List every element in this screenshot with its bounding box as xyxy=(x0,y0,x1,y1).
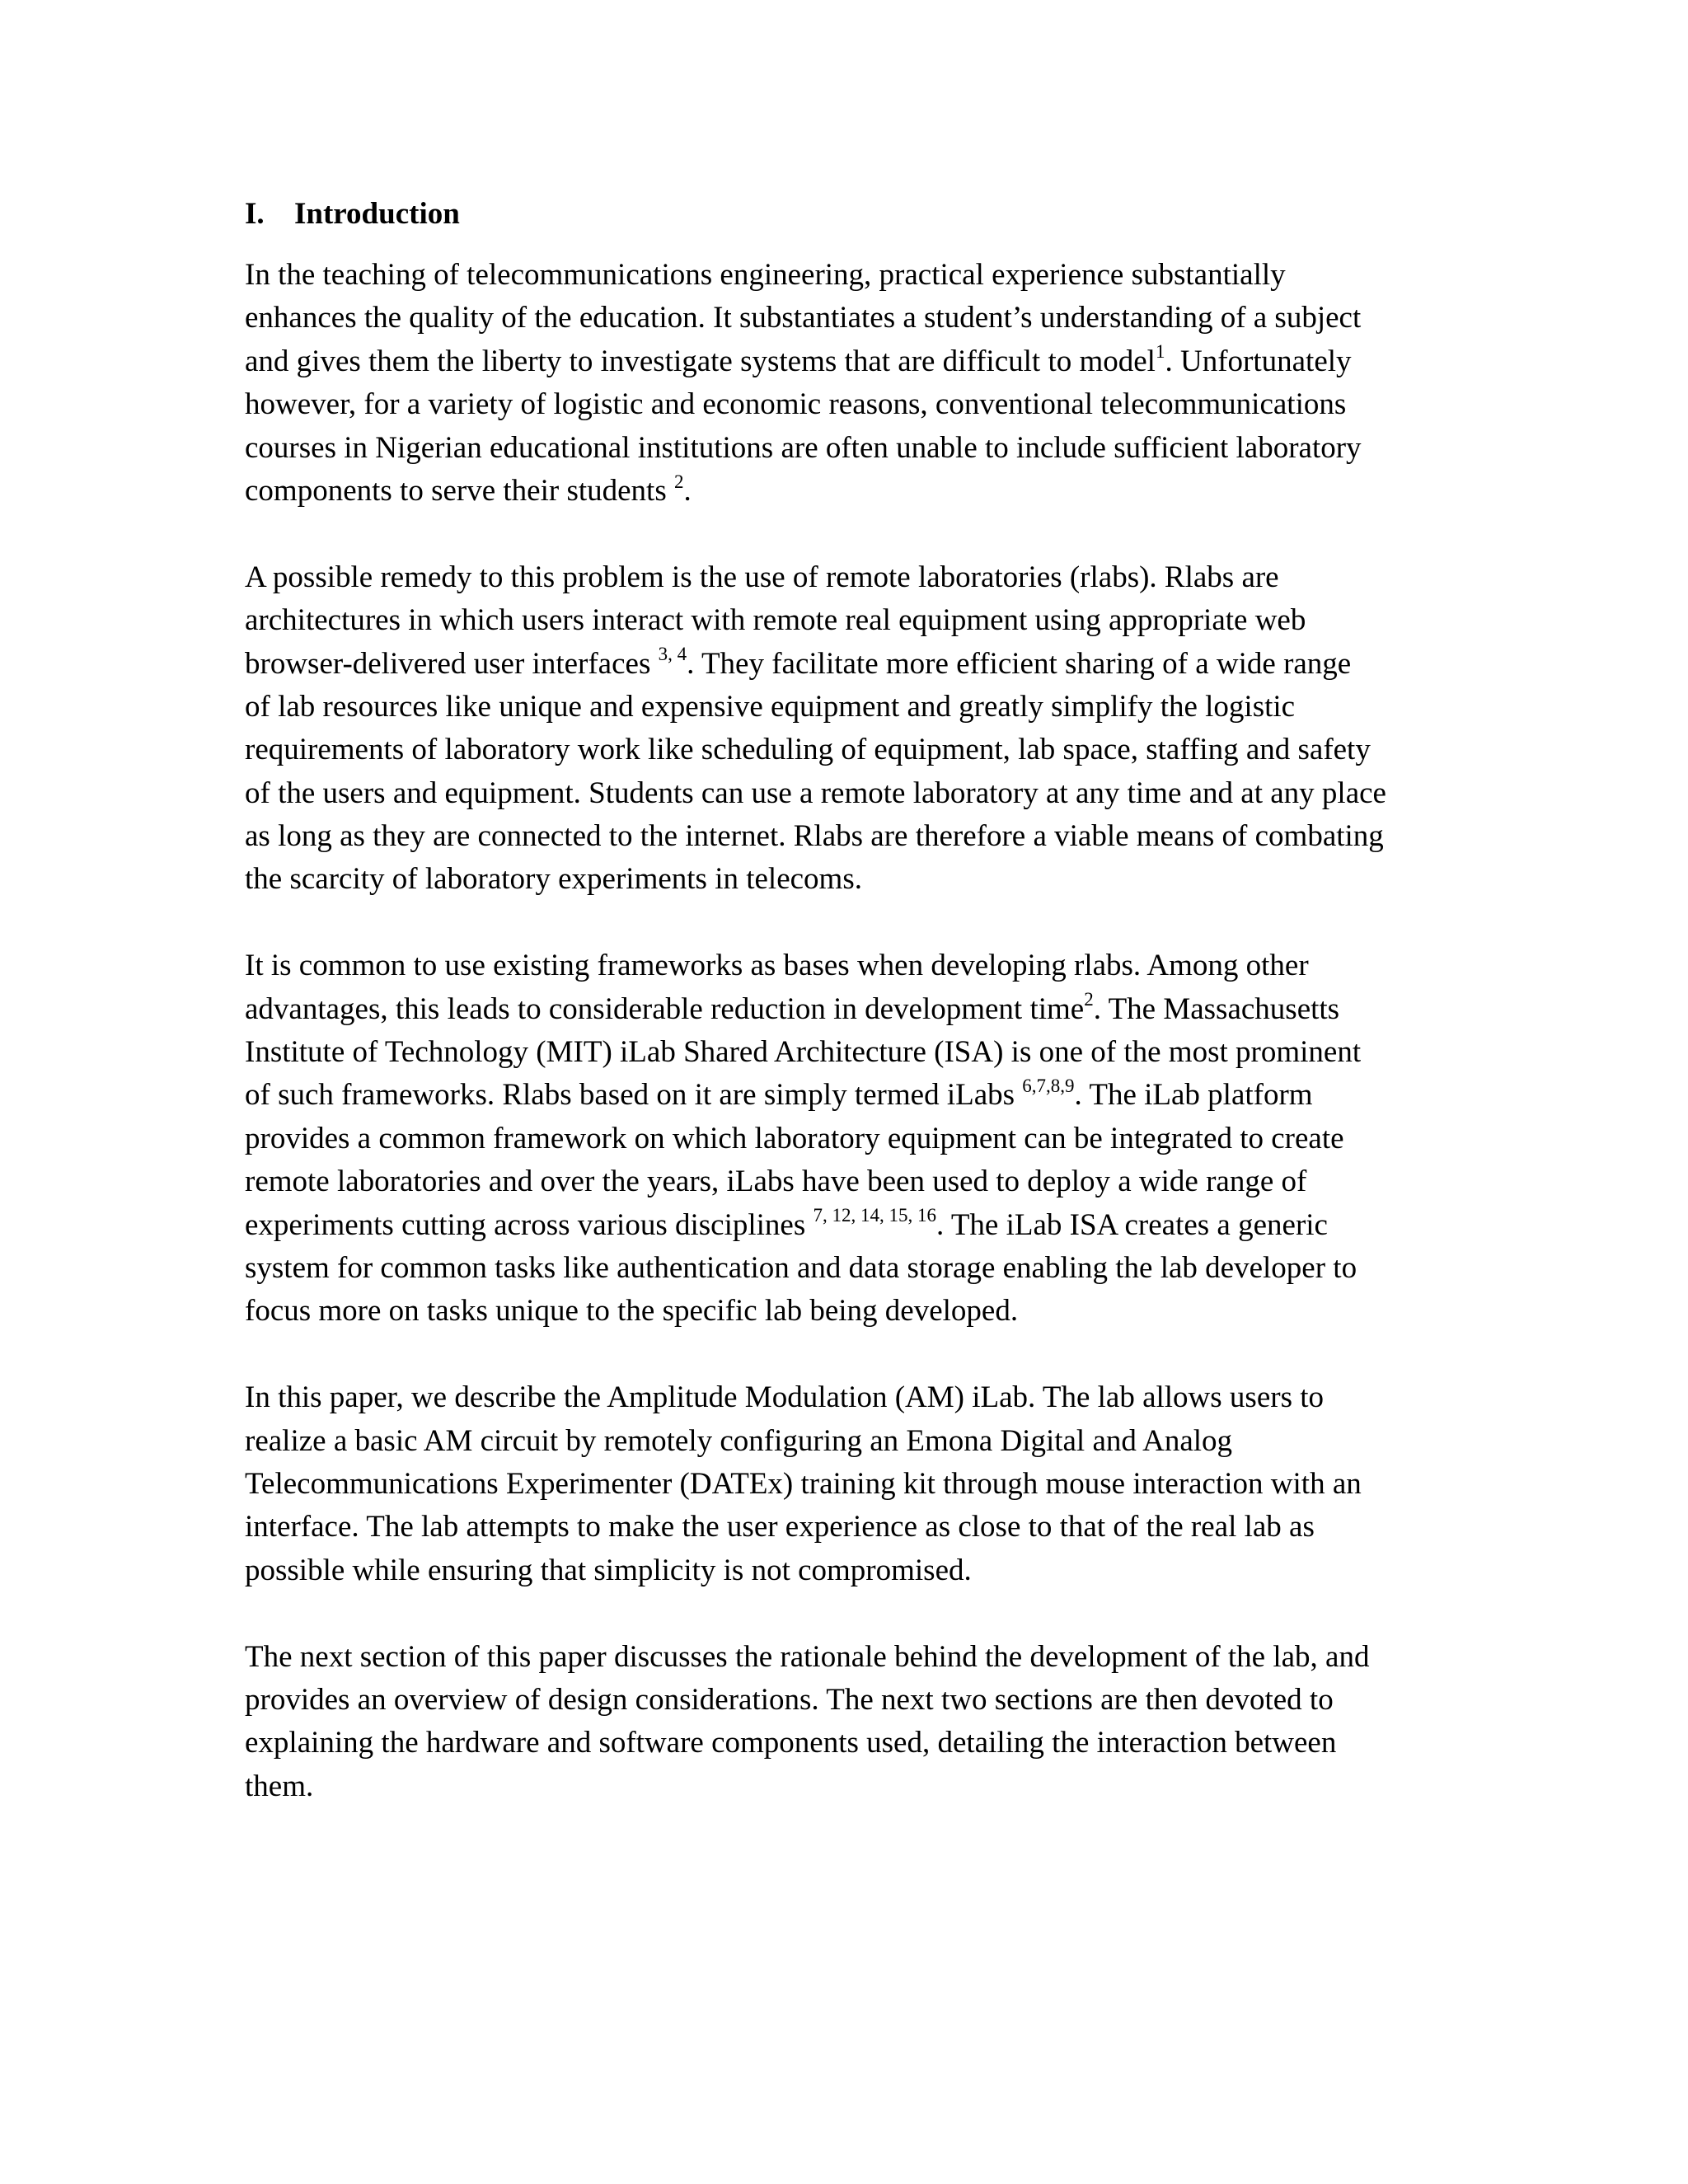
paragraph xyxy=(245,1376,1481,1592)
paragraph xyxy=(245,556,1481,902)
text-line: possible while ensuring that simplicity is not compromised. xyxy=(245,1553,972,1587)
citation-superscript: 1 xyxy=(1155,341,1165,363)
section-heading xyxy=(245,191,1481,237)
text-line: experiments cutting across various disciplines $^{7, 12, 14, 15, 16}$. The iLab ISA creates a generic xyxy=(245,1205,1328,1242)
section-number: I. xyxy=(245,197,265,231)
section-title: Introduction xyxy=(294,197,460,231)
text-line: provides a common framework on which laboratory equipment can be integrated to create xyxy=(245,1121,1344,1155)
text-line: interface. The lab attempts to make the user experience as close to that of the real lab as xyxy=(245,1510,1315,1544)
text-line: architectures in which users interact with remote real equipment using appropriate web xyxy=(245,603,1306,638)
text-line: however, for a variety of logistic and economic reasons, conventional telecommunications xyxy=(245,387,1347,422)
text-line: provides an overview of design considerations. The next two sections are then devoted to xyxy=(245,1682,1334,1717)
text-line: of such frameworks. Rlabs based on it are simply termed iLabs $^{6,7,8,9}$. The iLab platform xyxy=(245,1076,1313,1113)
text-line: The next section of this paper discusses the rationale behind the development of the lab, and xyxy=(245,1639,1370,1674)
text-line: of the users and equipment. Students can use a remote laboratory at any time and at any place xyxy=(245,776,1386,810)
paragraph xyxy=(245,1636,1481,1809)
text-line: Institute of Technology (MIT) iLab Shared Architecture (ISA) is one of the most prominent xyxy=(245,1035,1362,1070)
citation-superscript: 2 xyxy=(1084,989,1094,1010)
text-line: courses in Nigerian educational institutions are often unable to include sufficient laboratory xyxy=(245,430,1362,465)
text-line: requirements of laboratory work like scheduling of equipment, lab space, staffing and safety xyxy=(245,733,1371,767)
body-text xyxy=(245,254,1481,1808)
text-line: In this paper, we describe the Amplitude Modulation (AM) iLab. The lab allows users to xyxy=(245,1380,1325,1415)
text-line: the scarcity of laboratory experiments in telecoms. xyxy=(245,862,862,897)
text-line: as long as they are connected to the internet. Rlabs are therefore a viable means of combating xyxy=(245,819,1384,854)
text-line: advantages, this leads to considerable reduction in development time$^2$. The Massachusetts xyxy=(245,989,1340,1026)
citation-superscript: 6,7,8,9 xyxy=(1022,1076,1075,1097)
citation-superscript: 7, 12, 14, 15, 16 xyxy=(813,1205,936,1226)
paragraph xyxy=(245,944,1481,1333)
text-line: browser-delivered user interfaces $^{3, 4}$. They facilitate more efficient sharing of a wide range xyxy=(245,644,1352,681)
text-line: In the teaching of telecommunications engineering, practical experience substantially xyxy=(245,258,1286,292)
citation-superscript: 2 xyxy=(673,471,684,492)
text-line: Telecommunications Experimenter (DATEx) training kit through mouse interaction with an xyxy=(245,1466,1362,1501)
text-line: focus more on tasks unique to the specific lab being developed. xyxy=(245,1294,1019,1329)
document-page xyxy=(245,191,1481,1851)
text-line: explaining the hardware and software components used, detailing the interaction between xyxy=(245,1726,1337,1760)
text-line: system for common tasks like authentication and data storage enabling the lab developer to xyxy=(245,1250,1357,1285)
text-line: and gives them the liberty to investigate systems that are difficult to model$^1$. Unfortunately xyxy=(245,341,1352,378)
text-line: of lab resources like unique and expensive equipment and greatly simplify the logistic xyxy=(245,689,1296,724)
text-line: remote laboratories and over the years, iLabs have been used to deploy a wide range of xyxy=(245,1165,1307,1199)
citation-superscript: 3, 4 xyxy=(658,644,687,665)
text-line: them. xyxy=(245,1769,314,1803)
text-line: components to serve their students $^2$. xyxy=(245,471,692,508)
text-line: A possible remedy to this problem is the use of remote laboratories (rlabs). Rlabs are xyxy=(245,560,1279,594)
text-line: It is common to use existing frameworks as bases when developing rlabs. Among other xyxy=(245,949,1309,983)
text-line: realize a basic AM circuit by remotely configuring an Emona Digital and Analog xyxy=(245,1423,1233,1458)
paragraph xyxy=(245,254,1481,513)
text-line: enhances the quality of the education. It substantiates a student’s understanding of a subject xyxy=(245,301,1362,335)
